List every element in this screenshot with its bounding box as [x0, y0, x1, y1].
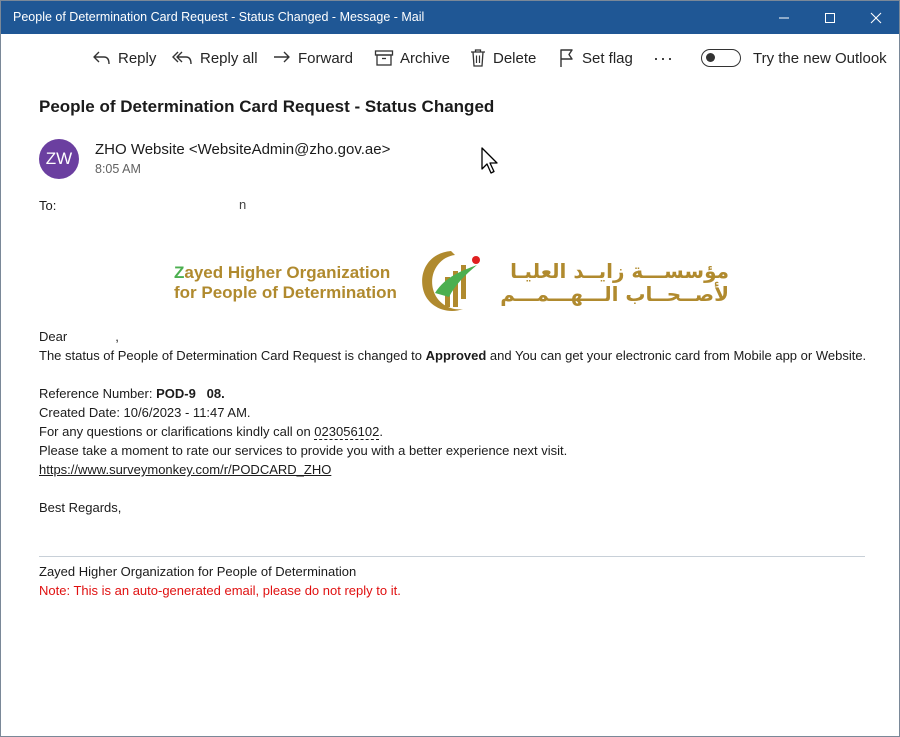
- maximize-button[interactable]: [807, 1, 853, 34]
- close-icon: [870, 12, 882, 24]
- minimize-button[interactable]: [761, 1, 807, 34]
- logo-ar-line1: مؤسســـة زايــد العليـا: [510, 259, 729, 283]
- logo-english-text: [174, 263, 397, 303]
- window-title: People of Determination Card Request - Status Changed - Message - Mail: [13, 10, 425, 24]
- reference-line: [39, 384, 869, 403]
- call-line: [39, 422, 869, 441]
- trash-icon: [469, 48, 487, 68]
- call-end: .: [379, 424, 383, 439]
- status-approved: Approved: [425, 348, 487, 363]
- reply-all-button[interactable]: [172, 46, 258, 70]
- status-text-pre: The status of People of Determination Card Request is changed to: [39, 348, 426, 363]
- zho-logo-mark-icon: [415, 247, 487, 317]
- status-line: [39, 346, 869, 365]
- toggle-switch[interactable]: [701, 49, 741, 67]
- logo-ar-line2: لأصــحــاب الـــهـــمـــم: [500, 282, 729, 306]
- rate-line: Please take a moment to rate our services to provide you with a better experience next visit.: [39, 443, 568, 458]
- mouse-pointer-icon: [481, 147, 501, 175]
- maximize-icon: [824, 12, 836, 24]
- reference-label: Reference Number:: [39, 386, 157, 401]
- status-text-post: and You can get your electronic card from Mobile app or Website.: [486, 348, 867, 363]
- regards-line: Best Regards,: [39, 500, 122, 515]
- to-label: To:: [39, 198, 57, 213]
- set-flag-label: Set flag: [582, 49, 633, 67]
- minimize-icon: [778, 12, 790, 24]
- reply-button[interactable]: [92, 46, 156, 70]
- reply-label: Reply: [118, 49, 157, 67]
- new-outlook-toggle[interactable]: [701, 46, 887, 70]
- reply-all-icon: [172, 49, 194, 67]
- toggle-knob: [706, 53, 715, 62]
- forward-button[interactable]: [272, 46, 353, 70]
- archive-icon: [374, 49, 394, 67]
- logo-line2: for People of Determination: [174, 283, 397, 302]
- message-time: 8:05 AM: [95, 162, 141, 176]
- message-body: [39, 327, 869, 517]
- reference-number: POD-9 08: [156, 386, 222, 401]
- title-bar: [1, 1, 899, 34]
- survey-link[interactable]: https://www.surveymonkey.com/r/PODCARD_ZHO: [39, 462, 332, 477]
- forward-label: Forward: [298, 49, 354, 67]
- archive-button[interactable]: [374, 46, 450, 70]
- sender-name[interactable]: ZHO Website <WebsiteAdmin@zho.gov.ae>: [95, 141, 391, 158]
- to-recipient[interactable]: n: [239, 197, 247, 212]
- auto-generated-note: Note: This is an auto-generated email, please do not reply to it.: [39, 583, 401, 598]
- delete-label: Delete: [493, 49, 537, 67]
- more-icon: ···: [653, 47, 674, 68]
- message-subject: People of Determination Card Request - Status Changed: [39, 97, 495, 116]
- greeting-suffix: ,: [115, 329, 119, 344]
- phone-number[interactable]: 023056102: [314, 424, 380, 439]
- greeting: Dear: [39, 329, 68, 344]
- sender-avatar[interactable]: [39, 139, 79, 179]
- try-new-outlook-label: Try the new Outlook: [753, 49, 887, 67]
- more-actions-button[interactable]: [653, 46, 674, 70]
- close-button[interactable]: [853, 1, 899, 34]
- logo-arabic-text: [497, 260, 729, 306]
- logo-line1: ayed Higher Organization: [184, 263, 391, 282]
- set-flag-button[interactable]: [558, 46, 633, 70]
- avatar-initials: ZW: [45, 149, 73, 168]
- flag-icon: [558, 48, 576, 68]
- reply-all-label: Reply all: [200, 49, 258, 67]
- delete-button[interactable]: [469, 46, 536, 70]
- archive-label: Archive: [400, 49, 451, 67]
- reply-icon: [92, 49, 112, 67]
- greeting-line: [39, 327, 869, 346]
- command-toolbar: [1, 34, 899, 82]
- created-date: Created Date: 10/6/2023 - 11:47 AM.: [39, 405, 251, 420]
- forward-icon: [272, 49, 292, 67]
- call-text: For any questions or clarifications kindly call on: [39, 424, 315, 439]
- reference-end: .: [221, 386, 225, 401]
- logo-z-letter: Z: [174, 263, 185, 282]
- footer-organization: Zayed Higher Organization for People of Determination: [39, 564, 357, 579]
- signature-divider: [39, 556, 865, 557]
